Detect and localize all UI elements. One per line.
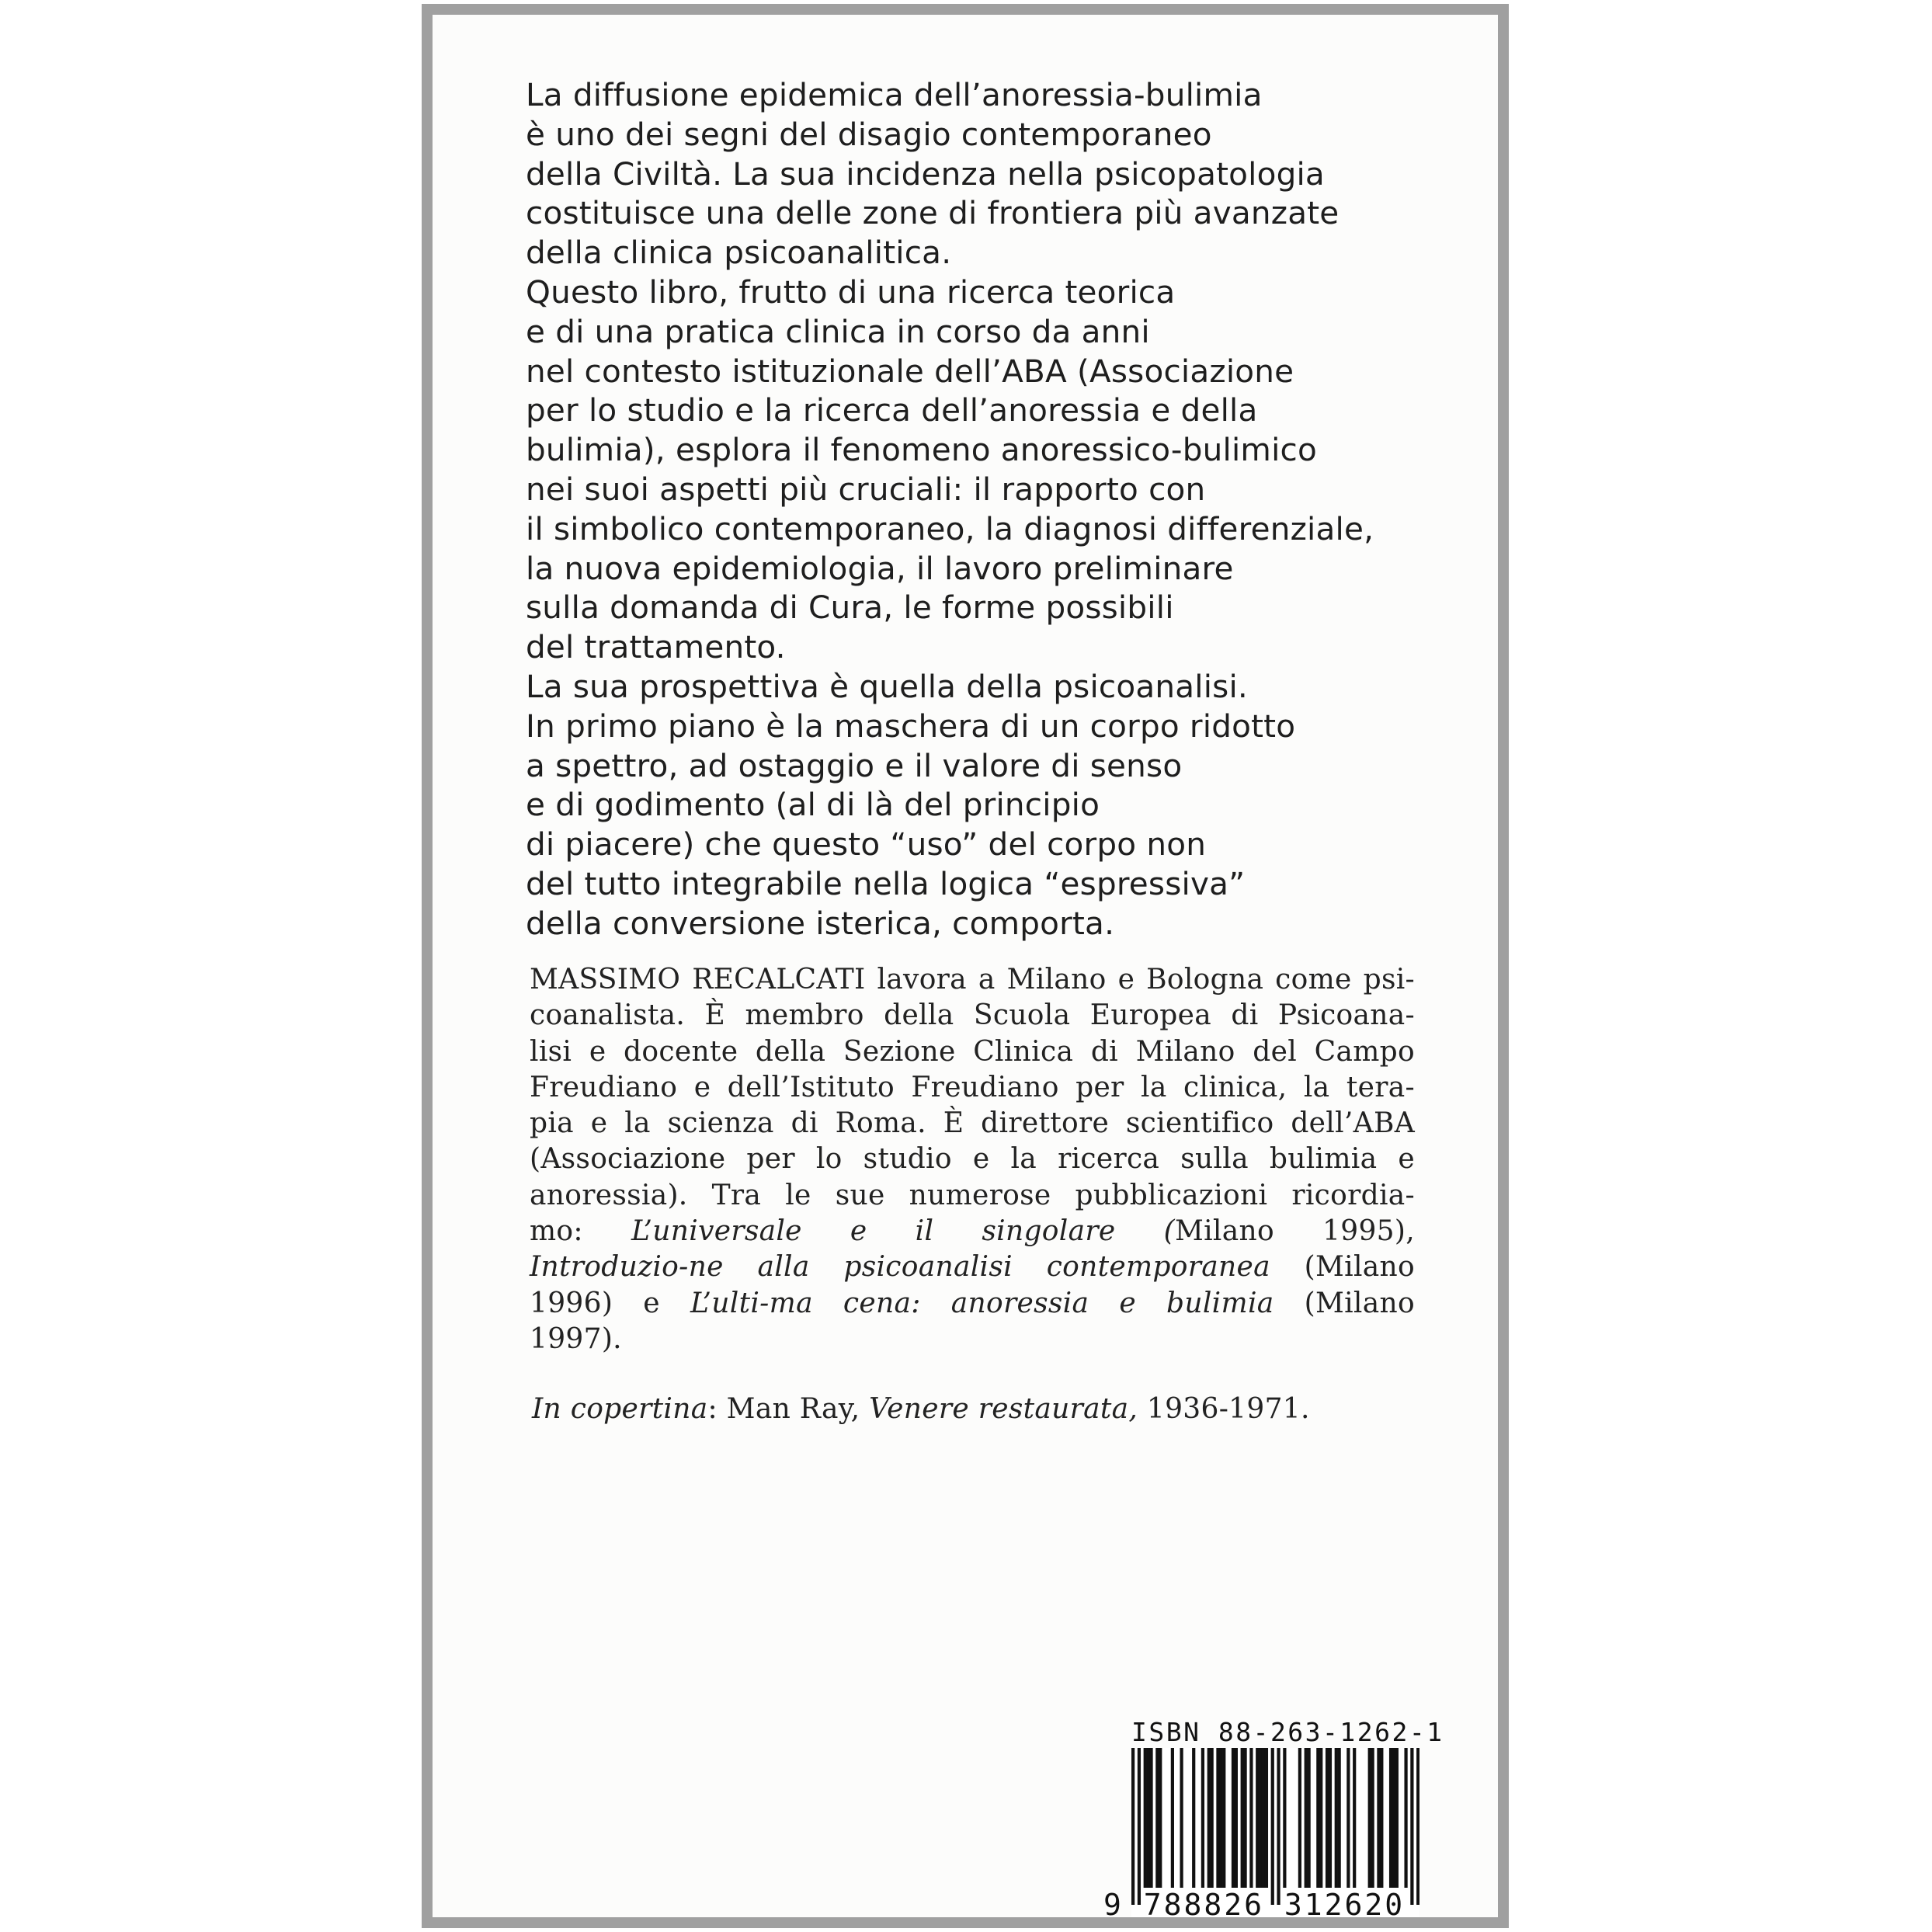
barcode-bar [1395, 1748, 1399, 1888]
bio-line: (Associazione per lo studio e la ricerca sulla bulimia e [530, 1143, 1415, 1176]
barcode-bar [1319, 1748, 1322, 1888]
barcode-bar [1404, 1748, 1407, 1888]
blurb-line: della Civiltà. La sua incidenza nella psicopatologia [526, 155, 1325, 193]
blurb-line: bulimia), esplora il fenomeno anoressico-bulimico [526, 431, 1317, 469]
barcode-bar [1389, 1748, 1392, 1888]
barcode-bar [1241, 1748, 1244, 1888]
isbn-label: ISBN 88-263-1262-1 [1131, 1717, 1444, 1747]
blurb-line: è uno dei segni del disagio contemporaneo [526, 115, 1212, 153]
blurb-line: per lo studio e la ricerca dell’anoressia e della [526, 391, 1258, 429]
barcode-bar [1159, 1748, 1162, 1888]
bio-line [530, 1214, 1415, 1249]
bio-text: (Milano [1274, 1287, 1415, 1319]
barcode-bar [1216, 1748, 1219, 1888]
barcode-bar [1171, 1748, 1174, 1888]
blurb-line: di piacere) che questo “uso” del corpo non [526, 825, 1207, 863]
cover-credit-label: In copertina [532, 1393, 708, 1425]
barcode-bar [1149, 1748, 1152, 1888]
barcode-bar [1392, 1748, 1395, 1888]
blurb-line: La sua prospettiva è quella della psicoanalisi. [526, 667, 1249, 705]
cover-credit [532, 1393, 1310, 1425]
barcode-bar [1380, 1748, 1383, 1888]
blurb-line: il simbolico contemporaneo, la diagnosi differenziale, [526, 509, 1374, 547]
barcode-bar [1371, 1748, 1374, 1888]
barcode-bar [1338, 1748, 1341, 1888]
bio-line: pia e la scienza di Roma. È direttore scientifico dell’ABA [530, 1107, 1415, 1140]
book-title: Introduzio-ne alla psicoanalisi contemporanea [530, 1251, 1270, 1284]
barcode-bar [1201, 1748, 1204, 1888]
barcode-bar [1353, 1748, 1356, 1888]
blurb-line: sulla domanda di Cura, le forme possibili [526, 589, 1174, 627]
barcode-bar [1222, 1748, 1225, 1888]
barcode-bar [1308, 1748, 1311, 1888]
ean-number: 9 788826 312620 [1103, 1888, 1406, 1922]
bio-text: Milano 1995), [1174, 1215, 1415, 1248]
book-back-cover [422, 4, 1509, 1928]
barcode-bar [1410, 1748, 1413, 1905]
barcode-bar [1298, 1748, 1301, 1888]
blurb-line: costituisce una delle zone di frontiera più avanzate [526, 194, 1340, 232]
barcode-bar [1283, 1748, 1286, 1888]
blurb-line: e di godimento (al di là del principio [526, 786, 1100, 824]
bio-text: 1996) e [530, 1287, 690, 1319]
barcode-bar [1416, 1748, 1419, 1905]
barcode-bar [1211, 1748, 1214, 1888]
barcode-bar [1368, 1748, 1371, 1888]
barcode-bar [1256, 1748, 1259, 1888]
bio-line: coanalista. È membro della Scuola Europea di Psicoana- [530, 999, 1415, 1032]
blurb-line: del trattamento. [526, 628, 786, 666]
cover-credit-sep: : Man Ray, [707, 1393, 870, 1425]
barcode-bar [1249, 1748, 1253, 1888]
barcode-bar [1271, 1748, 1274, 1905]
barcode-bar [1262, 1748, 1265, 1888]
bio-line: 1997). [530, 1322, 622, 1355]
barcode-bar [1377, 1748, 1380, 1888]
barcode-bar [1259, 1748, 1262, 1888]
barcode-bar [1208, 1748, 1211, 1888]
bio-line: Freudiano e dell’Istituto Freudiano per la clinica, la tera- [530, 1071, 1415, 1103]
barcode-bar [1219, 1748, 1222, 1888]
blurb-line: della conversione isterica, comporta. [526, 904, 1115, 942]
blurb-line: nei suoi aspetti più cruciali: il rapporto con [526, 470, 1206, 508]
barcode-bar [1346, 1748, 1350, 1888]
barcode-bar [1326, 1748, 1329, 1888]
barcode-bar [1131, 1748, 1135, 1905]
blurb-line: Questo libro, frutto di una ricerca teorica [526, 273, 1176, 311]
barcode-bar [1329, 1748, 1332, 1888]
blurb-line: della clinica psicoanalitica. [526, 234, 952, 272]
barcode-bar [1155, 1748, 1159, 1888]
barcode-bar [1180, 1748, 1183, 1888]
barcode-bar [1138, 1748, 1141, 1905]
blurb-line: In primo piano è la maschera di un corpo ridotto [526, 707, 1296, 745]
barcode-bar [1232, 1748, 1235, 1888]
barcode-bar [1335, 1748, 1338, 1888]
blurb-line: e di una pratica clinica in corso da anni [526, 312, 1150, 350]
cover-credit-years: 1936-1971. [1138, 1393, 1310, 1425]
book-title: L’ulti-ma cena: anoressia e bulimia [690, 1287, 1274, 1319]
blurb-line: nel contesto istituzionale dell’ABA (Associazione [526, 352, 1294, 390]
bio-line: anoressia). Tra le sue numerose pubblicazioni ricordia- [530, 1179, 1415, 1211]
barcode-bar [1192, 1748, 1195, 1888]
bio-line: lisi e docente della Sezione Clinica di Milano del Campo [530, 1035, 1415, 1068]
bio-line: MASSIMO RECALCATI lavora a Milano e Bologna come psi- [530, 964, 1415, 996]
book-title: L’universale e il singolare ( [631, 1215, 1175, 1248]
author-bio [530, 962, 1415, 1357]
barcode-bar [1243, 1748, 1246, 1888]
barcode-bar [1316, 1748, 1319, 1888]
blurb-line: la nuova epidemiologia, il lavoro preliminare [526, 549, 1234, 587]
blurb-line: del tutto integrabile nella logica “espressiva” [526, 864, 1246, 902]
barcode-bar [1144, 1748, 1147, 1888]
blurb-line: a spettro, ad ostaggio e il valore di senso [526, 746, 1183, 784]
cover-credit-work: Venere restaurata, [869, 1393, 1138, 1425]
barcode-bar [1235, 1748, 1238, 1888]
barcode-bar [1277, 1748, 1280, 1905]
bio-line [530, 1249, 1415, 1285]
bio-line [530, 1286, 1415, 1322]
barcode-bar [1147, 1748, 1150, 1888]
bio-text: (Milano [1270, 1251, 1415, 1284]
blurb-text [526, 75, 1458, 943]
bio-text: mo: [530, 1215, 631, 1248]
barcode-bar [1265, 1748, 1268, 1888]
barcode-bar [1305, 1748, 1308, 1888]
blurb-line: La diffusione epidemica dell’anoressia-bulimia [526, 76, 1263, 113]
